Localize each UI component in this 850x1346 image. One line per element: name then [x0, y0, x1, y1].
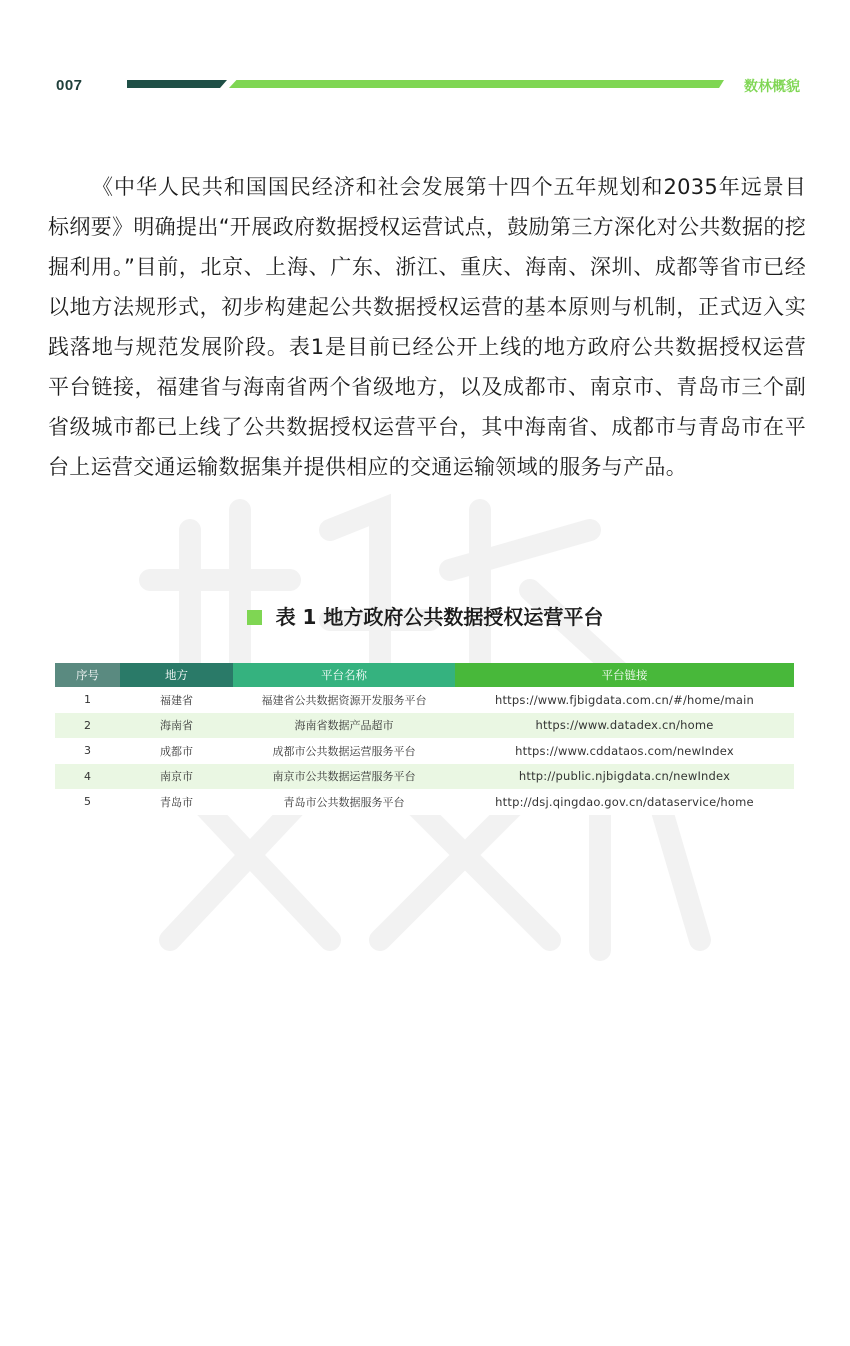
cell-platform-link[interactable]: http://dsj.qingdao.gov.cn/dataservice/home: [495, 794, 754, 809]
header-index: 序号: [55, 663, 120, 687]
cell-platform-link[interactable]: http://public.njbigdata.cn/newIndex: [518, 769, 731, 784]
table-header: [55, 663, 794, 687]
page-header: [0, 0, 850, 110]
cell-index: 2: [84, 718, 91, 732]
body-paragraph: 《中华人民共和国国民经济和社会发展第十四个五年规划和2035年远景目标纲要》明确提出“开展政府数据授权运营试点，鼓励第三方深化对公共数据的挖掘利用。”目前，北京、上海、广东、浙江、重庆、海南、深圳、成都等省市已经以地方法规形式，初步构建起公共数据授权运营的基本原则与机制，正式迈入实践落地与规范发展阶段。表1是目前已经公开上线的地方政府公共数据授权运营平台链接，福建省与海南省两个省级地方，以及成都市、南京市、青岛市三个副省级城市都已上线了公共数据授权运营平台，其中海南省、成都市与青岛市在平台上运营交通运输数据集并提供相应的交通运输领域的服务与产品。: [48, 175, 806, 479]
cell-region: 海南省: [160, 719, 193, 733]
cell-platform-name: 青岛市公共数据服务平台: [283, 795, 405, 809]
page-number: 007: [56, 77, 83, 94]
header-platform-link: 平台链接: [455, 663, 794, 687]
cell-index: 1: [84, 693, 91, 707]
cell-region: 福建省: [160, 693, 193, 707]
cell-platform-name: 海南省数据产品超市: [294, 719, 394, 733]
header-platform-name: 平台名称: [233, 663, 455, 687]
platform-table: [55, 663, 794, 815]
table-row: [55, 738, 794, 764]
title-marker-icon: [247, 610, 262, 625]
cell-index: 4: [84, 769, 91, 783]
brand-label: 数林概貌: [744, 79, 800, 95]
table-row: [55, 764, 794, 790]
cell-region: 青岛市: [160, 795, 193, 809]
header-region: 地方: [120, 663, 233, 687]
cell-platform-name: 南京市公共数据运营服务平台: [272, 770, 416, 784]
cell-index: 5: [84, 795, 91, 809]
table-title-text: 表 1 地方政府公共数据授权运营平台: [275, 605, 604, 629]
header-bar-dark: [127, 80, 227, 88]
table-row: [55, 713, 794, 739]
cell-platform-name: 成都市公共数据运营服务平台: [272, 744, 416, 758]
table-row: [55, 789, 794, 815]
cell-platform-name: 福建省公共数据资源开发服务平台: [261, 693, 427, 707]
table-title: [0, 601, 850, 630]
cell-region: 南京市: [160, 770, 193, 784]
header-bar-green: [229, 80, 724, 88]
cell-platform-link[interactable]: https://www.cddataos.com/newIndex: [515, 743, 734, 758]
cell-platform-link[interactable]: https://www.fjbigdata.com.cn/#/home/main: [494, 692, 755, 707]
cell-index: 3: [84, 744, 91, 758]
cell-platform-link[interactable]: https://www.datadex.cn/home: [535, 718, 714, 733]
table-row: [55, 687, 794, 713]
cell-region: 成都市: [160, 744, 193, 758]
